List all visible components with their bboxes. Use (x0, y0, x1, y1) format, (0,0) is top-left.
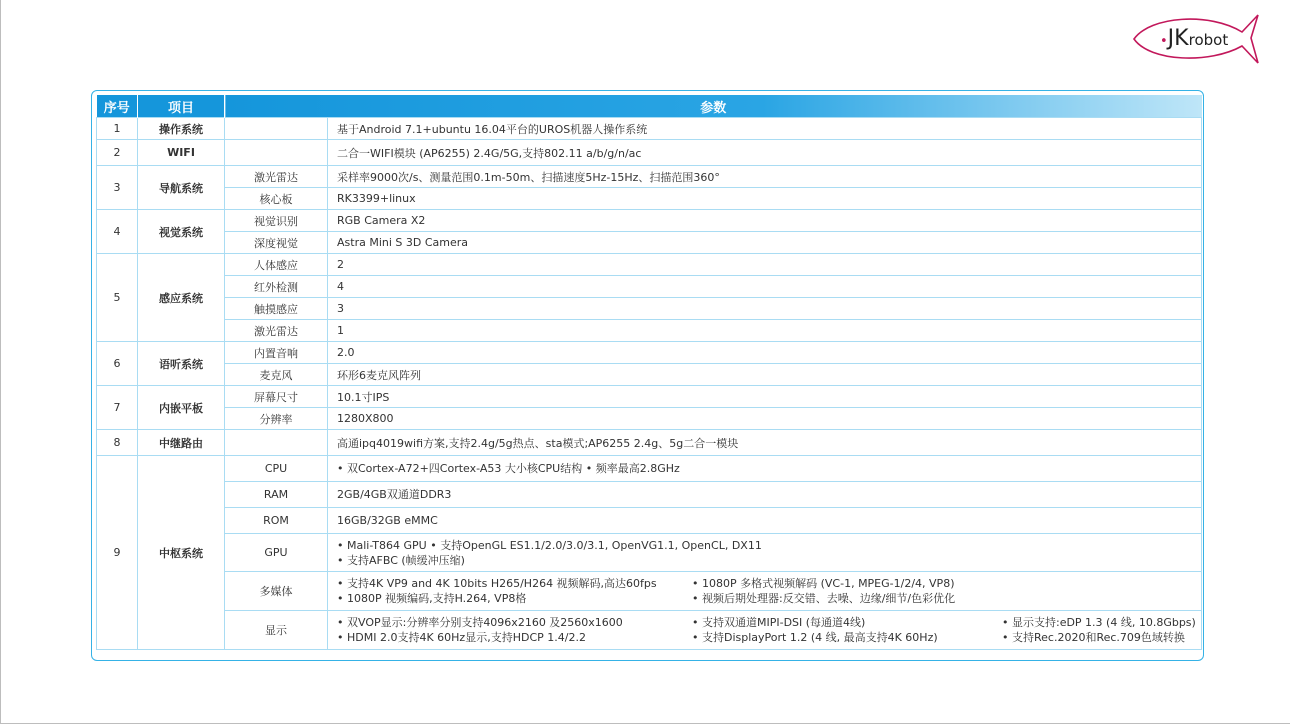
header-no: 序号 (97, 95, 138, 118)
param-line: • 支持双通道MIPI-DSI (每通道4线) (692, 616, 866, 629)
logo-text: •JKrobot (1160, 26, 1229, 51)
table-row (97, 166, 1202, 188)
row-number: 8 (97, 430, 138, 456)
param-line: • 支持4K VP9 and 4K 10bits H265/H264 视频解码,高达60fps (337, 577, 657, 590)
param-line: • 双Cortex-A72+四Cortex-A53 大小核CPU结构 • 频率最高2.8GHz (337, 462, 680, 475)
table-row (97, 386, 1202, 408)
param-line: • 1080P 多格式视频解码 (VC-1, MPEG-1/2/4, VP8) (692, 577, 955, 590)
row-number: 7 (97, 386, 138, 430)
param-columns (337, 576, 1201, 606)
category-label: 中继路由 (138, 430, 225, 456)
table-row (97, 364, 1202, 386)
param-value: 环形6麦克风阵列 (328, 364, 1202, 386)
category-label: 视觉系统 (138, 210, 225, 254)
subcategory-label: 激光雷达 (225, 166, 328, 188)
subcategory-label: CPU (225, 456, 328, 482)
table-row (97, 232, 1202, 254)
param-column (692, 576, 955, 606)
param-value (328, 534, 1202, 572)
subcategory-label: 激光雷达 (225, 320, 328, 342)
row-number: 1 (97, 118, 138, 140)
param-column (337, 576, 692, 606)
param-columns (337, 615, 1201, 645)
subcategory-label: 人体感应 (225, 254, 328, 276)
param-value: 1280X800 (328, 408, 1202, 430)
table-row (97, 572, 1202, 611)
subcategory-empty (225, 140, 328, 166)
param-column (337, 615, 692, 645)
param-value: Astra Mini S 3D Camera (328, 232, 1202, 254)
table-row (97, 508, 1202, 534)
table-row (97, 320, 1202, 342)
subcategory-label: 屏幕尺寸 (225, 386, 328, 408)
subcategory-label: 多媒体 (225, 572, 328, 611)
category-label: 导航系统 (138, 166, 225, 210)
subcategory-label: 视觉识别 (225, 210, 328, 232)
subcategory-empty (225, 118, 328, 140)
spec-table (96, 95, 1202, 650)
table-row (97, 456, 1202, 482)
param-line: • 支持DisplayPort 1.2 (4 线, 最高支持4K 60Hz) (692, 631, 938, 644)
param-line: • 双VOP显示:分辨率分别支持4096x2160 及2560x1600 (337, 616, 623, 629)
param-line: • 视频后期处理器:反交错、去噪、边缘/细节/色彩优化 (692, 592, 956, 605)
table-row (97, 430, 1202, 456)
subcategory-label: 核心板 (225, 188, 328, 210)
param-value (328, 508, 1202, 534)
param-value: 高通ipq4019wifi方案,支持2.4g/5g热点、sta模式;AP6255 2.4g、5g二合一模块 (328, 430, 1202, 456)
param-value (328, 456, 1202, 482)
param-line: • 1080P 视频编码,支持H.264, VP8格 (337, 592, 527, 605)
param-column (692, 615, 1002, 645)
param-line: • 支持Rec.2020和Rec.709色域转换 (1002, 631, 1185, 644)
param-value: RGB Camera X2 (328, 210, 1202, 232)
table-row (97, 408, 1202, 430)
table-header-row (97, 95, 1202, 118)
subcategory-label: 显示 (225, 611, 328, 650)
table-row (97, 276, 1202, 298)
row-number: 6 (97, 342, 138, 386)
row-number: 5 (97, 254, 138, 342)
param-value (328, 572, 1202, 611)
param-line: • 显示支持:eDP 1.3 (4 线, 10.8Gbps) (1002, 616, 1196, 629)
category-label: 感应系统 (138, 254, 225, 342)
subcategory-label: GPU (225, 534, 328, 572)
table-row (97, 342, 1202, 364)
table-row (97, 482, 1202, 508)
param-value: 2 (328, 254, 1202, 276)
row-number: 2 (97, 140, 138, 166)
subcategory-label: RAM (225, 482, 328, 508)
subcategory-label: ROM (225, 508, 328, 534)
param-value: 基于Android 7.1+ubuntu 16.04平台的UROS机器人操作系统 (328, 118, 1202, 140)
param-value: 采样率9000次/s、测量范围0.1m-50m、扫描速度5Hz-15Hz、扫描范围360° (328, 166, 1202, 188)
category-label: WIFI (138, 140, 225, 166)
subcategory-label: 分辨率 (225, 408, 328, 430)
table-row (97, 188, 1202, 210)
table-row (97, 611, 1202, 650)
subcategory-label: 触摸感应 (225, 298, 328, 320)
category-label: 操作系统 (138, 118, 225, 140)
row-number: 9 (97, 456, 138, 650)
table-row (97, 210, 1202, 232)
param-value (328, 611, 1202, 650)
header-item: 项目 (138, 95, 225, 118)
param-column (1002, 615, 1196, 645)
category-label: 语听系统 (138, 342, 225, 386)
category-label: 内嵌平板 (138, 386, 225, 430)
param-value: 2.0 (328, 342, 1202, 364)
table-row (97, 298, 1202, 320)
row-number: 4 (97, 210, 138, 254)
param-line: • Mali-T864 GPU • 支持OpenGL ES1.1/2.0/3.0/3.1, OpenVG1.1, OpenCL, DX11 (337, 538, 762, 552)
param-line: 16GB/32GB eMMC (337, 514, 438, 527)
param-line: • 支持AFBC (帧缓冲压缩) (337, 553, 465, 567)
row-number: 3 (97, 166, 138, 210)
table-row (97, 534, 1202, 572)
subcategory-label: 内置音响 (225, 342, 328, 364)
table-row (97, 118, 1202, 140)
param-value: RK3399+linux (328, 188, 1202, 210)
param-value: 3 (328, 298, 1202, 320)
subcategory-label: 红外检测 (225, 276, 328, 298)
table-row (97, 254, 1202, 276)
subcategory-label: 麦克风 (225, 364, 328, 386)
table-row (97, 140, 1202, 166)
param-line: 2GB/4GB双通道DDR3 (337, 488, 452, 501)
param-value: 4 (328, 276, 1202, 298)
header-param: 参数 (225, 95, 1202, 118)
category-label: 中枢系统 (138, 456, 225, 650)
spec-table-frame (91, 90, 1204, 661)
subcategory-label: 深度视觉 (225, 232, 328, 254)
param-value: 1 (328, 320, 1202, 342)
param-line: • HDMI 2.0支持4K 60Hz显示,支持HDCP 1.4/2.2 (337, 631, 586, 644)
param-value: 10.1寸IPS (328, 386, 1202, 408)
param-value (328, 482, 1202, 508)
param-value: 二合一WIFI模块 (AP6255) 2.4G/5G,支持802.11 a/b/g/n/ac (328, 140, 1202, 166)
subcategory-empty (225, 430, 328, 456)
